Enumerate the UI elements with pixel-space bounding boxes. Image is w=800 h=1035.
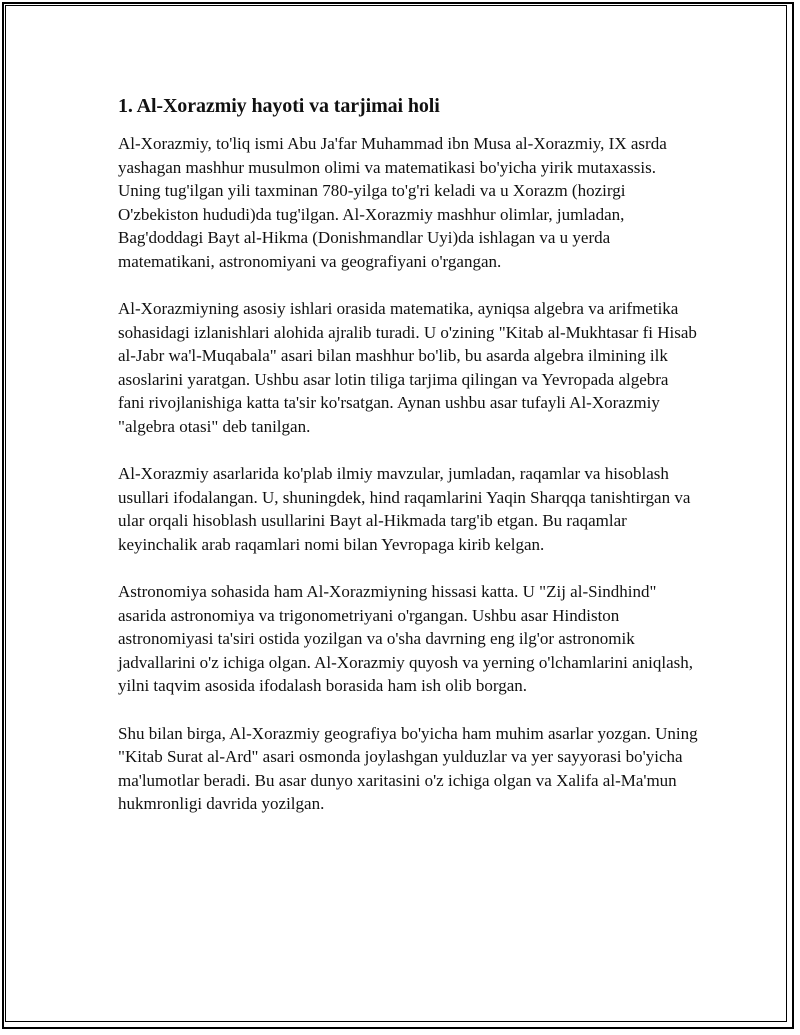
paragraph-4: Astronomiya sohasida ham Al-Xorazmiyning hissasi katta. U "Zij al-Sindhind" asarida astronomiya va trigonometriyani o'rgangan. Ushbu asar Hindiston astronomiyasi ta'siri ostida yozilgan va o'sha davrning eng ilg'or astronomik jadvallarini o'z ichiga olgan. Al-Xorazmiy quyosh va yerning o'lchamlarini aniqlash, yilni taqvim asosida ifodalash borasida ham ish olib borgan. <box>118 582 693 695</box>
paragraph-1: Al-Xorazmiy, to'liq ismi Abu Ja'far Muhammad ibn Musa al-Xorazmiy, IX asrda yashagan mashhur musulmon olimi va matematikasi bo'yicha yirik mutaxassis. Uning tug'ilgan yili taxminan 780-yilga to'g'ri keladi va u Xorazm (hozirgi O'zbekiston hududi)da tug'ilgan. Al-Xorazmiy mashhur olimlar, jumladan, Bag'doddagi Bayt al-Hikma (Donishmandlar Uyi)da ishlagan va u yerda matematikani, astronomiyani va geografiyani o'rgangan. <box>118 134 667 271</box>
document-body <box>118 92 698 840</box>
paragraph-2: Al-Xorazmiyning asosiy ishlari orasida matematika, ayniqsa algebra va arifmetika sohasidagi izlanishlari alohida ajralib turadi. U o'zining "Kitab al-Mukhtasar fi Hisab al-Jabr wa'l-Muqabala" asari bilan mashhur bo'lib, bu asarda algebra ilmining ilk asoslarini yaratgan. Ushbu asar lotin tiliga tarjima qilingan va Yevropada algebra fani rivojlanishiga katta ta'sir ko'rsatgan. Aynan ushbu asar tufayli Al-Xorazmiy "algebra otasi" deb tanilgan. <box>118 299 697 436</box>
section-heading: 1. Al-Xorazmiy hayoti va tarjimai holi <box>118 95 440 117</box>
paragraph-3: Al-Xorazmiy asarlarida ko'plab ilmiy mavzular, jumladan, raqamlar va hisoblash usullari ifodalangan. U, shuningdek, hind raqamlarini Yaqin Sharqqa tanishtirgan va ular orqali hisoblash usullarini Bayt al-Hikmada targ'ib etgan. Bu raqamlar keyinchalik arab raqamlari nomi bilan Yevropaga kirib kelgan. <box>118 464 691 554</box>
paragraph-5: Shu bilan birga, Al-Xorazmiy geografiya bo'yicha ham muhim asarlar yozgan. Uning "Kitab Surat al-Ard" asari osmonda joylashgan yulduzlar va yer sayyorasi bo'yicha ma'lumotlar beradi. Bu asar dunyo xaritasini o'z ichiga olgan va Xalifa al-Ma'mun hukmronligi davrida yozilgan. <box>118 723 698 813</box>
